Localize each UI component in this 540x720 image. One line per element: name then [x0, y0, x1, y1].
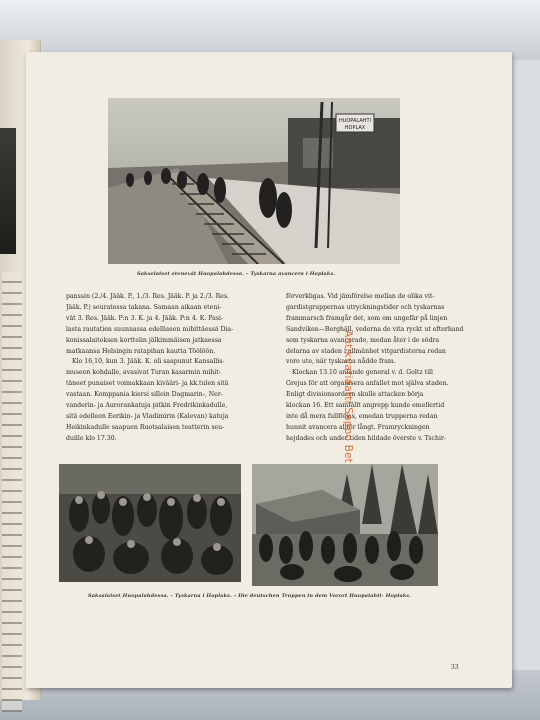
text-line: klockan 16. Ett samfällt angrepp kunde emellertid	[286, 402, 445, 410]
text-line: sitä edelleen Eerikin- ja Vladimirin (Kalevan) katuja	[66, 412, 229, 420]
right-text-column	[286, 292, 478, 445]
text-line: Sandviken—Berghäll, vederna de vita ryckt ut efterhand	[286, 325, 464, 333]
seller-watermark: Antikvariaatti Seppo Bet	[342, 330, 354, 463]
soldiers-group-photo	[59, 464, 241, 582]
text-line: Enligt divisionsordern skulle attacken börja	[286, 391, 424, 399]
text-line: Klockan 13.10 anlände general v. d. Goltz till	[292, 369, 434, 377]
text-line: frammarsch framgår det, som om ungefär på linjen	[286, 314, 448, 322]
top-photo-caption: Sakselaiset etenevät Huopalahdessa. – Tyskarna avancera i Hoplaks.	[137, 271, 336, 277]
text-line: inte då mera fullföljas, emedan trupperna redan	[286, 412, 438, 420]
bottom-photos-caption: Saksalaiset Huopalahdessa. – Tyskarna i Hoplaks. – Die deutschen Truppen in dem Vorort Huopalahti- Hoplaks.	[88, 593, 412, 599]
text-line: Klo 16,10, kun 3. Jääk. K. oli saapunut Kansallis-	[72, 358, 225, 366]
text-line: gardistgruppernas utryckningstider och tyskarnas	[286, 303, 445, 311]
text-line: panssin (2./4. Jääk. P., 1./3. Res. Jääk. P. ja 2./3. Res.	[66, 293, 230, 300]
text-line: museon kohdalle, avasivat Turan kasarmin mihit-	[66, 369, 221, 377]
text-line: lasta rautatien suunnassa edelliseen mihittäessä Dia-	[66, 325, 234, 333]
text-line: Grejus för att organisera anfallet mot själva staden.	[286, 380, 449, 388]
soldiers-by-house-photo	[252, 464, 438, 586]
text-line: Jääk. P.) seuratessa takana. Samaan aikaan eteni-	[66, 303, 222, 311]
previous-page-text	[2, 272, 22, 712]
background-top	[0, 0, 540, 60]
book-page	[26, 52, 512, 688]
svg-text:HOPLAX: HOPLAX	[344, 125, 366, 131]
text-line: voro ute, när tyskarna nådde fram.	[286, 358, 396, 366]
text-line: duille klo 17.30.	[66, 434, 117, 442]
text-line: Heikinkadulle saapuen Ruotsalaisen teatterin seu-	[66, 423, 225, 431]
text-line: täneet punaiset voimakkaan kivääri- ja kk.tulen sitä	[66, 380, 229, 388]
text-line: hejdades och under tiden hildade överste v. Tschir-	[286, 434, 447, 442]
svg-text:HUOPALAHTI: HUOPALAHTI	[338, 118, 372, 124]
text-line: förverkligas. Vid jämförelse mellan de olika vit-	[286, 293, 435, 300]
text-line: vastaan. Komppania kiersi silloin Dagmarin-, Ner-	[66, 391, 223, 399]
text-line: som tyskarna avancerade, medan åter i de södra	[286, 336, 440, 344]
previous-page-photo	[0, 128, 16, 254]
left-text-column	[66, 292, 284, 445]
text-line: vanderin- ja Aurorankatuja pitkin Fredrikinkadulle,	[66, 402, 228, 410]
text-line: konissalaitoksen korttelin jälkimmäisen jatkaessa	[66, 336, 222, 344]
text-line: hunnit avancera allför långt. Framryckningen	[286, 423, 430, 431]
page-number: 33	[451, 664, 459, 671]
text-line: matkaansa Helsingin ratapihan kautta Töölöön.	[66, 347, 216, 355]
text-line: delarna av staden i allmänhet vitgardisterna redan	[286, 347, 446, 355]
text-line: vät 3. Res. Jääk. P:n 3. K. ja 4. Jääk. P:n 4. K. Pasi-	[66, 314, 224, 322]
railway-photo	[108, 98, 400, 264]
